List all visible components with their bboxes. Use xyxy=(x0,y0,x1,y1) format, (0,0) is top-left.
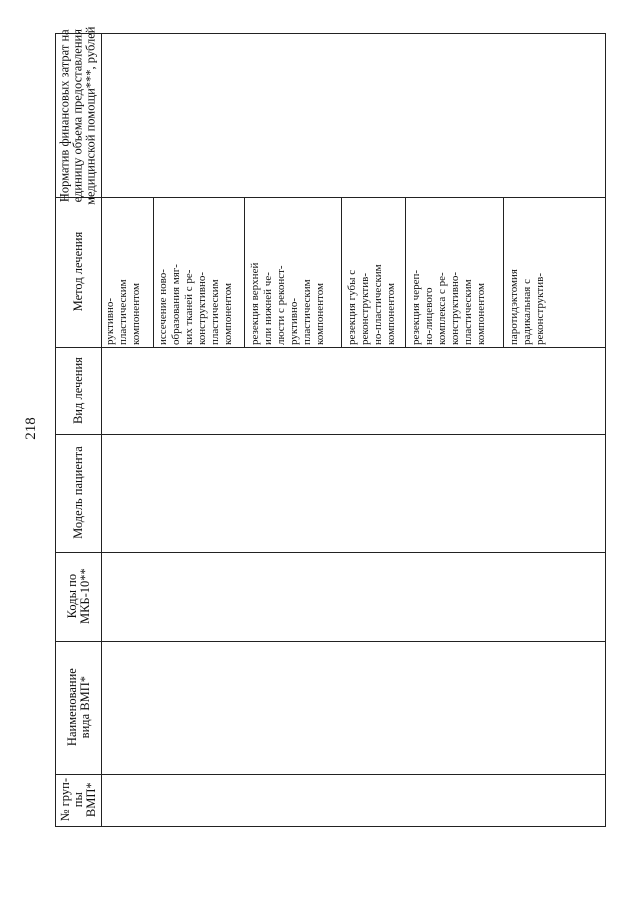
method-5-line-2: но-лицевого xyxy=(423,287,435,345)
method-2-line-3: ких тканей с ре- xyxy=(183,269,195,345)
method-entry-2 xyxy=(154,197,244,347)
page-number-text: 218 xyxy=(22,416,39,440)
method-3-line-1: резекция верхней xyxy=(249,262,261,345)
method-1-line-1: руктивно- xyxy=(104,298,116,345)
method-entry-3 xyxy=(245,197,341,347)
row-line-3 xyxy=(56,434,605,435)
header-mkb-codes xyxy=(56,552,101,641)
method-entry-5 xyxy=(406,197,503,347)
header-group-no-line-2: пы xyxy=(70,792,85,808)
header-group-no xyxy=(56,774,101,826)
header-patient-model-text: Модель пациента xyxy=(70,446,85,540)
method-entry-6 xyxy=(504,197,554,347)
header-financial-norm-line-1: Норматив финансовых затрат на xyxy=(57,29,72,202)
method-entry-1 xyxy=(102,197,153,347)
header-vmp-name-line-2: вида ВМП* xyxy=(77,676,92,739)
method-entry-4 xyxy=(342,197,405,347)
method-2-line-6: компонентом xyxy=(222,283,234,345)
method-5-line-4: конструктивно- xyxy=(449,272,461,345)
method-5-line-5: пластическим xyxy=(462,279,474,345)
header-treatment-method xyxy=(56,197,101,347)
row-line-5 xyxy=(56,641,605,642)
method-1-line-3: компонентом xyxy=(130,283,142,345)
method-2-line-1: иссечение ново- xyxy=(157,269,169,345)
header-financial-norm-line-3: медицинской помощи***, рублей xyxy=(84,26,99,205)
header-treatment-method-text: Метод лечения xyxy=(70,232,85,312)
method-6-line-2: радикальная с xyxy=(521,279,533,345)
method-4-line-3: но-пластическим xyxy=(372,264,384,345)
page-number xyxy=(18,413,44,443)
method-4-line-4: компонентом xyxy=(385,283,397,345)
header-treatment-type xyxy=(56,347,101,434)
method-3-line-2: или нижней че- xyxy=(262,272,274,345)
header-vmp-name-line-1: Наименование xyxy=(64,668,79,747)
method-3-line-4: руктивно- xyxy=(288,298,300,345)
method-3-line-5: пластическим xyxy=(301,279,313,345)
method-5-line-3: комплекса с ре- xyxy=(436,272,448,345)
row-line-6 xyxy=(56,774,605,775)
method-3-line-6: компонентом xyxy=(314,283,326,345)
method-6-line-1: паротидэктомия xyxy=(508,269,520,345)
header-treatment-type-text: Вид лечения xyxy=(70,357,85,424)
row-line-4 xyxy=(56,552,605,553)
method-5-line-6: компонентом xyxy=(475,283,487,345)
method-6-line-3: реконструктив- xyxy=(534,273,546,345)
method-4-line-1: резекция губы с xyxy=(346,269,358,345)
method-2-line-4: конструктивно- xyxy=(196,272,208,345)
method-3-line-3: люсти с реконст- xyxy=(275,265,287,345)
medical-care-table xyxy=(55,26,606,827)
method-2-line-5: пластическим xyxy=(209,279,221,345)
row-line-2 xyxy=(56,347,605,348)
method-1-line-2: пластическим xyxy=(117,279,129,345)
header-mkb-codes-line-2: МКБ-10** xyxy=(77,568,92,625)
header-vmp-name xyxy=(56,641,101,774)
header-financial-norm xyxy=(56,26,101,205)
header-financial-norm-line-2: единицу объема предоставления xyxy=(70,28,85,203)
header-group-no-line-3: ВМП* xyxy=(84,782,99,818)
method-2-line-2: образования мяг- xyxy=(170,264,182,345)
header-patient-model xyxy=(56,434,101,552)
header-mkb-codes-line-1: Коды по xyxy=(64,574,79,619)
header-group-no-line-1: № груп- xyxy=(57,778,72,822)
header-separator xyxy=(101,34,102,826)
method-4-line-2: реконструктив- xyxy=(359,273,371,345)
method-5-line-1: резекция череп- xyxy=(410,269,422,345)
